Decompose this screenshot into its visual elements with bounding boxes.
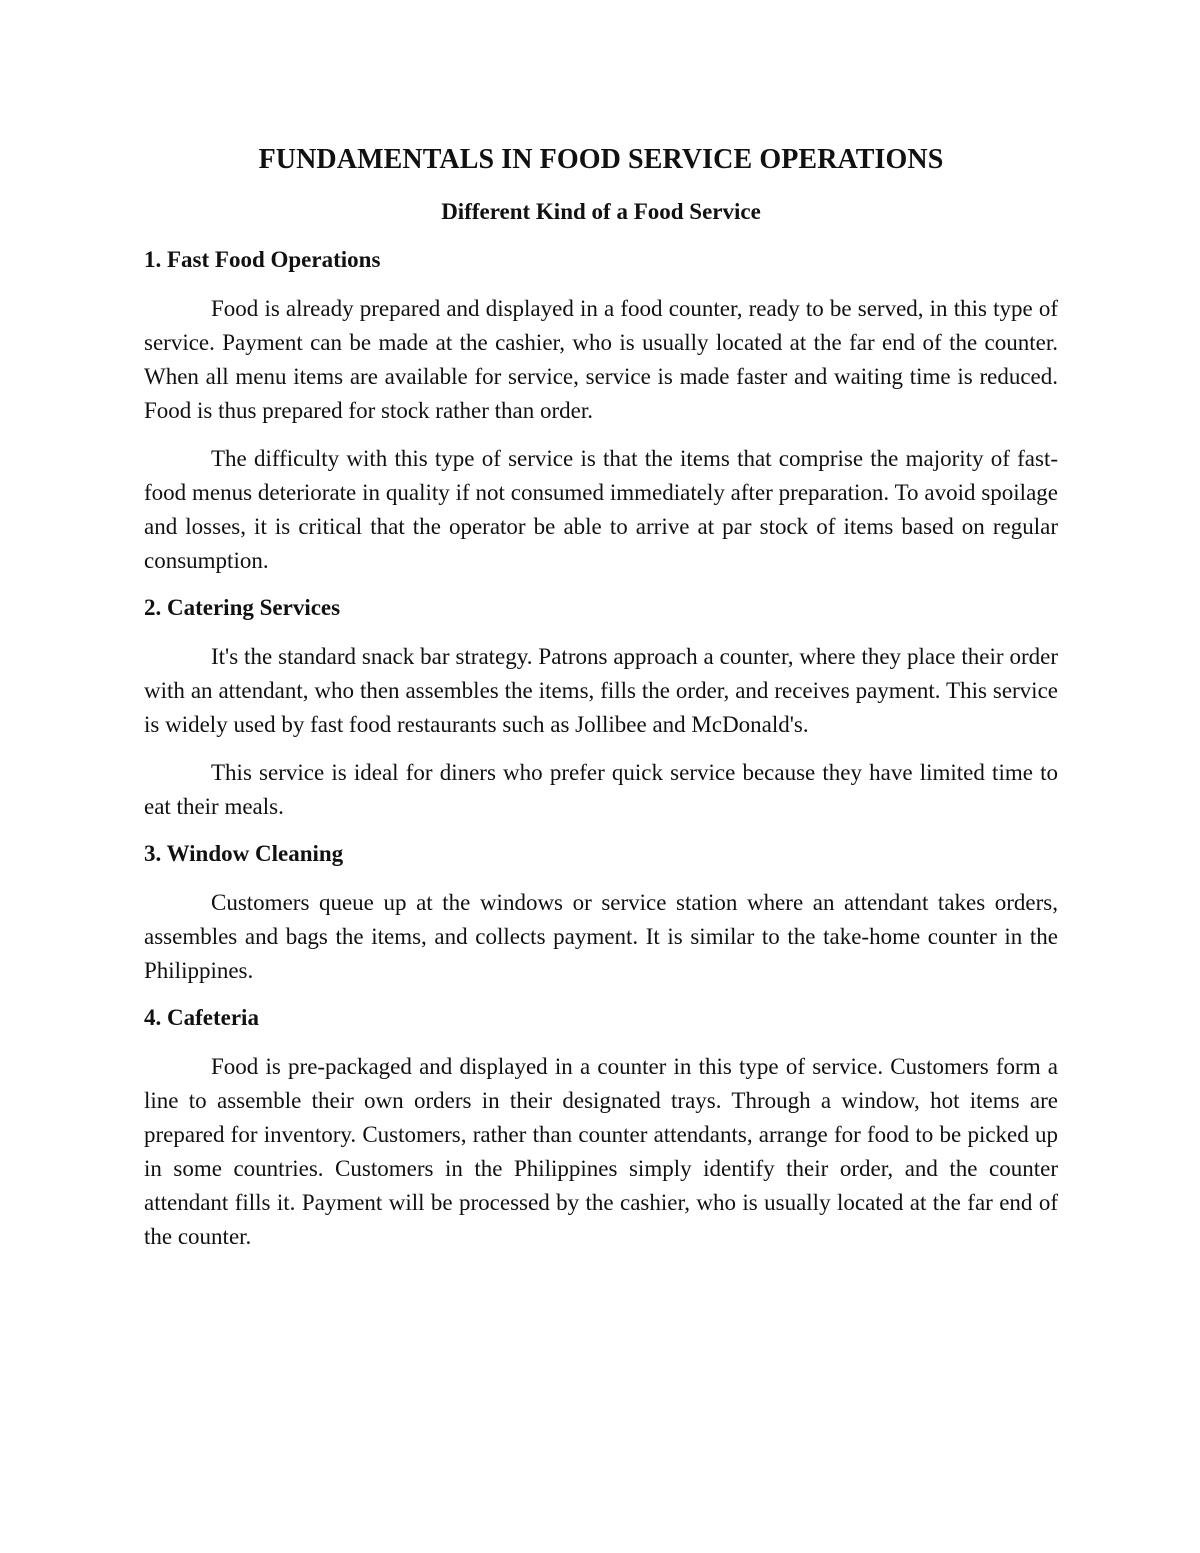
section-heading: 4. Cafeteria — [144, 1005, 259, 1030]
paragraph: It's the standard snack bar strategy. Patrons approach a counter, where they place their order with an attendant, who then assembles the items, fills the order, and receives payment. This service is widely used by fast food restaurants such as Jollibee and McDonald's. — [144, 644, 1058, 737]
paragraph: This service is ideal for diners who prefer quick service because they have limited time to eat their meals. — [144, 760, 1058, 819]
section-heading: 3. Window Cleaning — [144, 841, 344, 866]
section-cafeteria — [144, 1002, 1058, 1254]
document-page — [144, 140, 1058, 1268]
section-catering-services — [144, 592, 1058, 824]
paragraph: The difficulty with this type of service is that the items that comprise the majority of fast-food menus deteriorate in quality if not consumed immediately after preparation. To avoid spoilage and losses, it is critical that the operator be able to arrive at par stock of items based on regular consumption. — [144, 446, 1058, 573]
section-heading: 2. Catering Services — [144, 595, 341, 620]
paragraph: Customers queue up at the windows or service station where an attendant takes orders, assembles and bags the items, and collects payment. It is similar to the take-home counter in the Philippines. — [144, 890, 1058, 983]
paragraph: Food is pre-packaged and displayed in a counter in this type of service. Customers form a line to assemble their own orders in their designated trays. Through a window, hot items are prepared for inventory. Customers, rather than counter attendants, arrange for food to be picked up in some countries. Customers in the Philippines simply identify their order, and the counter attendant fills it. Payment will be processed by the cashier, who is usually located at the far end of the counter. — [144, 1054, 1058, 1249]
section-heading: 1. Fast Food Operations — [144, 247, 381, 272]
paragraph: Food is already prepared and displayed in a food counter, ready to be served, in this type of service. Payment can be made at the cashier, who is usually located at the far end of the counter. When all menu items are available for service, service is made faster and waiting time is reduced. Food is thus prepared for stock rather than order. — [144, 296, 1058, 423]
section-fast-food-operations — [144, 244, 1058, 578]
section-window-cleaning — [144, 838, 1058, 988]
document-title: FUNDAMENTALS IN FOOD SERVICE OPERATIONS — [258, 144, 944, 175]
document-subtitle: Different Kind of a Food Service — [441, 199, 761, 224]
